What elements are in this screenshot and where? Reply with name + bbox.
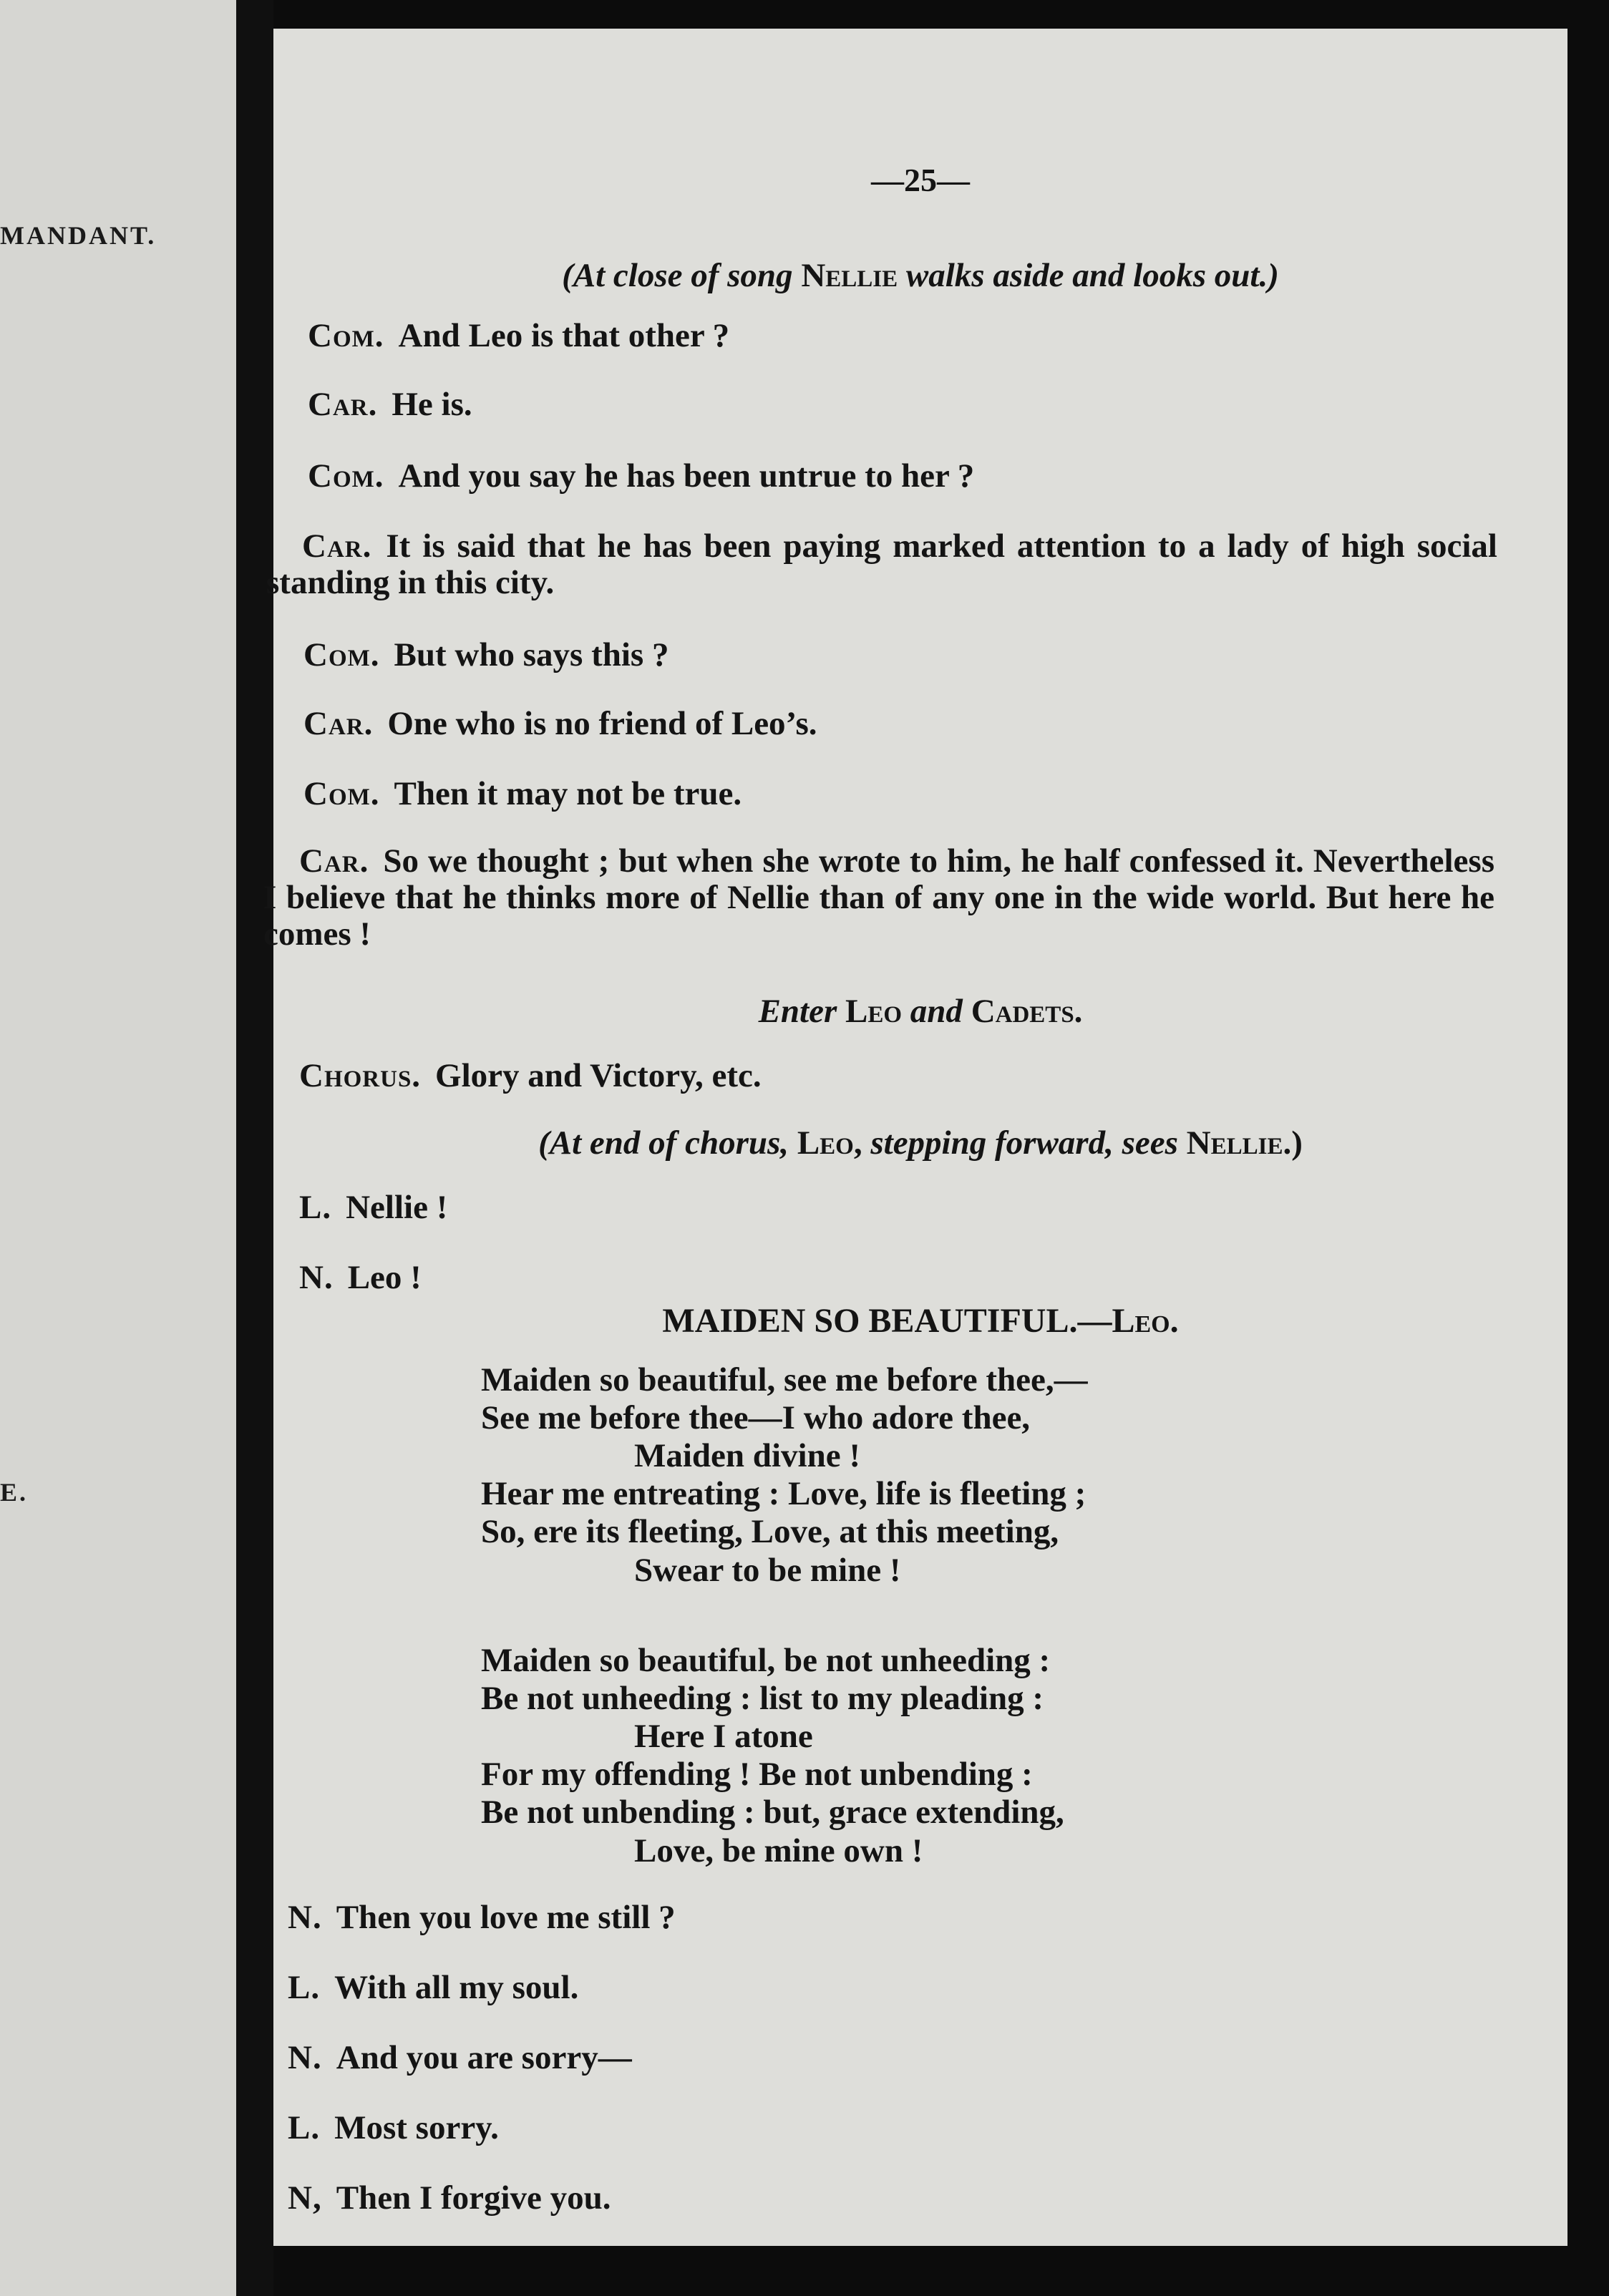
speaker: Chorus. [299,1057,422,1094]
verse-line: Love, be mine own ! [634,1832,923,1869]
speaker: Car. [299,842,369,880]
verse-line: Hear me entreating : Love, life is fleeting ; [481,1475,1087,1513]
verse-line: Be not unheeding : list to my pleading : [481,1680,1044,1718]
speaker: Com. [303,775,380,812]
speaker: Com. [308,317,384,354]
song-verse [481,1642,1064,1870]
entrance-direction: Enter Leo and Cadets. [758,993,1083,1030]
verse-line: Maiden so beautiful, be not unheeding : [481,1642,1051,1679]
speaker: L. [299,1189,332,1226]
speaker: N. [288,1899,322,1936]
chorus-line: Chorus. Glory and Victory, etc. [299,1057,762,1094]
song-verse [481,1361,1088,1590]
dialogue-line: N. Leo ! [299,1259,422,1296]
dialogue-line: Com. Then it may not be true. [303,775,742,812]
dialogue-line: Com. And Leo is that other ? [308,317,730,354]
book-page [263,29,1567,2246]
dialogue-line: Car. He is. [308,386,472,423]
page-number: —25— [871,162,970,198]
dialogue-paragraph: Car. So we thought ; but when she wrote to him, he half confessed it. Nevertheless I believe that he thinks more of Nellie than of any one in the wide world. But here he comes ! [263,842,1494,953]
speaker: Car. [308,386,378,423]
verse-line: Swear to be mine ! [634,1551,901,1589]
facing-page-fragment: E. [0,1478,29,1507]
speaker: Com. [308,457,384,495]
page-text [263,29,1567,2246]
verse-line: Maiden so beautiful, see me before thee,— [481,1361,1088,1398]
dialogue-line: Com. And you say he has been untrue to her ? [308,457,975,495]
page-edge [1567,29,1609,2246]
speaker: L. [288,2109,321,2146]
dialogue-paragraph: Car. It is said that he has been paying marked attention to a lady of high social standing in this city. [266,527,1497,601]
dialogue-line: L. Most sorry. [288,2109,499,2146]
verse-line: Maiden divine ! [634,1437,860,1475]
verse-line: For my offending ! Be not unbending : [481,1756,1033,1794]
speaker: N. [299,1259,334,1296]
speaker: L. [288,1969,321,2006]
book-gutter [236,0,273,2296]
verse-line: Be not unbending : but, grace extending, [481,1794,1064,1832]
stage-direction: (At close of song Nellie walks aside and looks out.) [562,257,1279,294]
facing-page-fragment: MANDANT. [0,221,157,250]
stage-direction: (At end of chorus, Leo, stepping forward, sees Nellie.) [538,1124,1303,1162]
dialogue-line: N. And you are sorry— [288,2039,632,2076]
dialogue-line: L. With all my soul. [288,1969,579,2006]
dialogue-line: N. Then you love me still ? [288,1899,676,1936]
facing-page [0,0,236,2296]
dialogue-line: Car. One who is no friend of Leo’s. [303,705,817,742]
speaker: Car. [303,705,374,742]
dialogue-line: N, Then I forgive you. [288,2179,611,2217]
speaker: N, [288,2179,322,2217]
verse-line: So, ere its fleeting, Love, at this meeting, [481,1513,1059,1551]
speaker: Com. [303,636,380,673]
dialogue-line: Com. But who says this ? [303,636,669,673]
verse-line: Here I atone [634,1718,813,1756]
speaker: Car. [302,527,372,565]
speaker: N. [288,2039,322,2076]
verse-line: See me before thee—I who adore thee, [481,1399,1031,1437]
song-title: MAIDEN SO BEAUTIFUL.—Leo. [662,1302,1179,1340]
dialogue-line: L. Nellie ! [299,1189,448,1226]
